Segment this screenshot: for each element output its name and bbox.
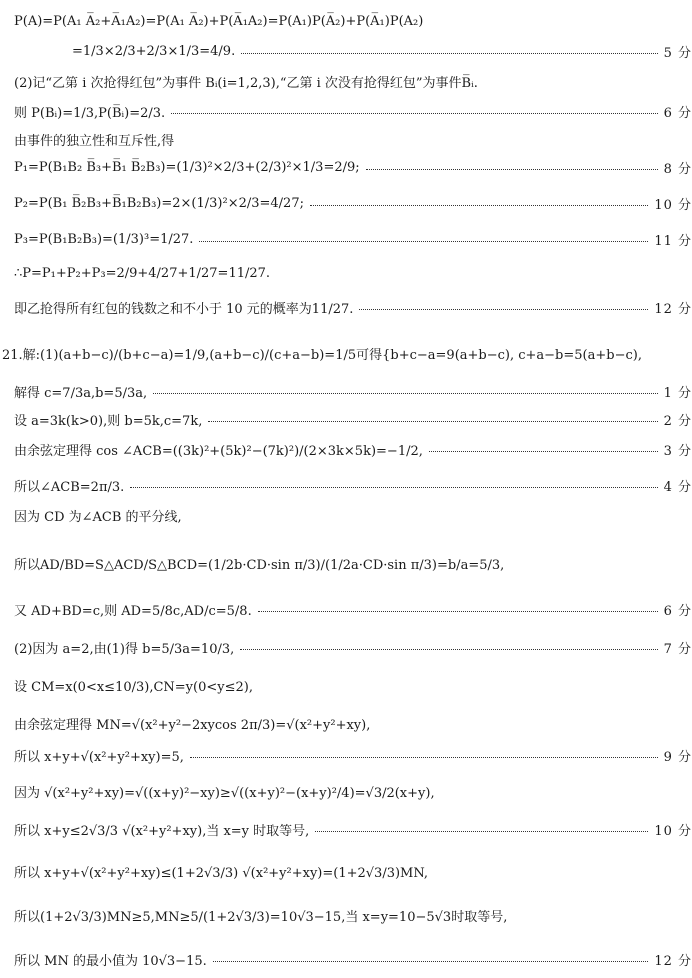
text-line bbox=[0, 500, 692, 530]
dot-leader bbox=[241, 52, 657, 54]
score-label: 12 分 bbox=[654, 301, 692, 317]
formula-text: 则 P(Bᵢ)=1/3,P(B̅ᵢ)=2/3. bbox=[14, 105, 166, 121]
formula-line bbox=[0, 776, 692, 806]
formula-text: 又 AD+BD=c,则 AD=5/8c,AD/c=5/8. bbox=[14, 603, 252, 619]
formula-line bbox=[0, 856, 692, 886]
dot-leader bbox=[240, 648, 657, 650]
dot-leader bbox=[171, 112, 657, 114]
formula-text: 所以∠ACB=2π/3. bbox=[14, 479, 125, 495]
formula-line bbox=[0, 36, 692, 66]
formula-line bbox=[0, 670, 692, 700]
formula-line bbox=[0, 152, 692, 182]
text-content: 由事件的独立性和互斥性,得 bbox=[14, 133, 175, 149]
formula-text: 所以(1+2√3/3)MN≥5,MN≥5/(1+2√3/3)=10√3−15,当 x=y=10−5√3时取等号, bbox=[14, 909, 508, 925]
dot-leader bbox=[258, 610, 658, 612]
formula-line bbox=[0, 900, 692, 930]
score-label: 11 分 bbox=[654, 233, 692, 249]
score-label: 10 分 bbox=[654, 823, 692, 839]
score-label: 1 分 bbox=[663, 385, 692, 401]
text-line bbox=[0, 292, 692, 322]
formula-line bbox=[0, 470, 692, 500]
text-line bbox=[0, 124, 692, 154]
formula-line bbox=[0, 376, 692, 406]
text-content: 即乙抢得所有红包的钱数之和不小于 10 元的概率为11/27. bbox=[14, 301, 354, 317]
score-label: 4 分 bbox=[663, 479, 692, 495]
formula-text: 因为 √(x²+y²+xy)=√((x+y)²−xy)≥√((x+y)²−(x+y)²/4)=√3/2(x+y), bbox=[14, 785, 435, 801]
formula-line bbox=[0, 594, 692, 624]
dot-leader bbox=[213, 960, 649, 962]
score-label: 7 分 bbox=[663, 641, 692, 657]
formula-line bbox=[0, 96, 692, 126]
formula-line bbox=[0, 632, 692, 662]
formula-text: 21.解:(1)(a+b−c)/(b+c−a)=1/9,(a+b−c)/(c+a−b)=1/5可得{b+c−a=9(a+b−c), c+a−b=5(a+b−c), bbox=[2, 347, 642, 363]
score-label: 12 分 bbox=[654, 953, 692, 969]
score-label: 6 分 bbox=[663, 105, 692, 121]
dot-leader bbox=[359, 308, 648, 310]
text-line bbox=[0, 66, 692, 96]
formula-text: 所以 x+y+√(x²+y²+xy)≤(1+2√3/3) √(x²+y²+xy)=(1+2√3/3)MN, bbox=[14, 865, 429, 881]
formula-text: P₁=P(B₁B₂ B̅₃+B̅₁ B̅₂B₃)=(1/3)²×2/3+(2/3)²×1/3=2/9; bbox=[14, 159, 360, 175]
dot-leader bbox=[130, 486, 657, 488]
formula-text: 所以 x+y+√(x²+y²+xy)=5, bbox=[14, 749, 184, 765]
dot-leader bbox=[208, 420, 657, 422]
dot-leader bbox=[190, 756, 658, 758]
formula-text: ∴P=P₁+P₂+P₃=2/9+4/27+1/27=11/27. bbox=[14, 265, 271, 281]
dot-leader bbox=[310, 204, 648, 206]
formula-line bbox=[0, 814, 692, 844]
formula-text: P(A)=P(A₁ A̅₂+A̅₁A₂)=P(A₁ A̅₂)+P(A̅₁A₂)=P(A₁)P(A̅₂)+P(A̅₁)P(A₂) bbox=[14, 13, 424, 29]
formula-text: (2)因为 a=2,由(1)得 b=5/3a=10/3, bbox=[14, 641, 235, 657]
formula-text: =1/3×2/3+2/3×1/3=4/9. bbox=[72, 43, 236, 59]
text-content: 因为 CD 为∠ACB 的平分线, bbox=[14, 509, 182, 525]
score-label: 2 分 bbox=[663, 413, 692, 429]
formula-line bbox=[0, 548, 692, 578]
formula-line bbox=[0, 224, 692, 254]
formula-line bbox=[0, 258, 692, 288]
formula-line bbox=[0, 434, 692, 464]
dot-leader bbox=[315, 830, 648, 832]
formula-text: 所以AD/BD=S△ACD/S△BCD=(1/2b·CD·sin π/3)/(1/2a·CD·sin π/3)=b/a=5/3, bbox=[14, 557, 505, 573]
formula-text: P₃=P(B₁B₂B₃)=(1/3)³=1/27. bbox=[14, 231, 194, 247]
score-label: 6 分 bbox=[663, 603, 692, 619]
formula-line bbox=[0, 6, 692, 36]
formula-line bbox=[0, 740, 692, 770]
formula-line bbox=[0, 708, 692, 738]
score-label: 9 分 bbox=[663, 749, 692, 765]
dot-leader bbox=[429, 450, 658, 452]
problem-21-header-line bbox=[0, 338, 692, 368]
formula-text: 设 CM=x(0<x≤10/3),CN=y(0<y≤2), bbox=[14, 679, 253, 695]
formula-line bbox=[0, 188, 692, 218]
formula-text: 解得 c=7/3a,b=5/3a, bbox=[14, 385, 148, 401]
formula-text: P₂=P(B₁ B̅₂B₃+B̅₁B₂B₃)=2×(1/3)²×2/3=4/27; bbox=[14, 195, 304, 211]
formula-text: 所以 x+y≤2√3/3 √(x²+y²+xy),当 x=y 时取等号, bbox=[14, 823, 310, 839]
formula-line bbox=[0, 944, 692, 974]
text-content: (2)记“乙第 i 次抢得红包”为事件 Bᵢ(i=1,2,3),“乙第 i 次没有抢得红包”为事件B̅ᵢ. bbox=[14, 75, 478, 91]
formula-text: 由余弦定理得 MN=√(x²+y²−2xycos 2π/3)=√(x²+y²+xy), bbox=[14, 717, 371, 733]
dot-leader bbox=[153, 392, 657, 394]
formula-line bbox=[0, 404, 692, 434]
dot-leader bbox=[366, 168, 658, 170]
score-label: 5 分 bbox=[663, 45, 692, 61]
score-label: 10 分 bbox=[654, 197, 692, 213]
dot-leader bbox=[199, 240, 648, 242]
score-label: 3 分 bbox=[663, 443, 692, 459]
formula-text: 所以 MN 的最小值为 10√3−15. bbox=[14, 953, 207, 969]
score-label: 8 分 bbox=[663, 161, 692, 177]
formula-text: 设 a=3k(k>0),则 b=5k,c=7k, bbox=[14, 413, 203, 429]
formula-text: 由余弦定理得 cos ∠ACB=((3k)²+(5k)²−(7k)²)/(2×3k×5k)=−1/2, bbox=[14, 443, 423, 459]
